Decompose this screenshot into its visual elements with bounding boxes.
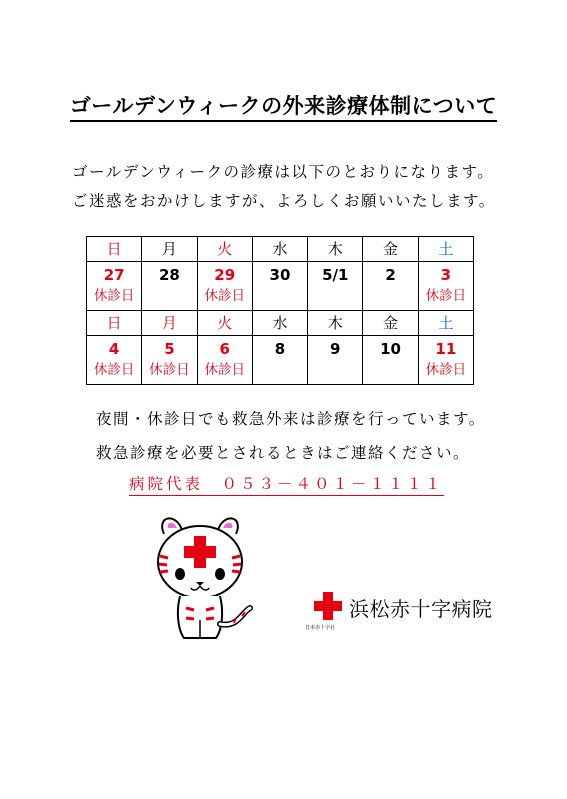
date-cell	[142, 262, 197, 311]
date-number: 8	[274, 340, 286, 358]
date-cell	[252, 262, 307, 311]
closed-day-label: 休診日	[93, 362, 135, 378]
date-number: 2	[385, 266, 396, 284]
weekday-cell: 土	[418, 311, 473, 336]
intro-line-1: ゴールデンウィークの診療は以下のとおりになります。	[72, 163, 495, 181]
phone-number: 病院代表 ０５３－４０１－１１１１	[129, 472, 444, 496]
date-cell	[363, 262, 418, 311]
weekday-cell: 金	[363, 311, 418, 336]
closed-day-label: 休診日	[425, 288, 467, 304]
date-cell	[308, 262, 363, 311]
date-cell	[418, 336, 473, 385]
date-cell	[418, 262, 473, 311]
tiger-mascot-icon	[146, 512, 254, 644]
date-number: 28	[158, 266, 180, 284]
red-cross-icon	[314, 592, 342, 620]
weekday-cell: 日	[87, 311, 142, 336]
date-row	[87, 262, 474, 311]
date-number: 4	[108, 340, 120, 358]
date-cell	[142, 336, 197, 385]
weekday-cell: 火	[197, 237, 252, 262]
notice-line-1: 夜間・休診日でも救急外来は診療を行っています。	[96, 410, 486, 428]
closed-day-label: 休診日	[204, 288, 245, 304]
date-number: 29	[214, 266, 236, 284]
date-number: 30	[269, 266, 291, 284]
weekday-cell: 月	[142, 311, 197, 336]
weekday-cell: 土	[418, 237, 473, 262]
weekday-cell: 金	[363, 237, 418, 262]
holiday-calendar	[86, 236, 474, 385]
date-number: 27	[103, 266, 125, 284]
date-number: 10	[380, 340, 401, 358]
closed-day-label: 休診日	[204, 362, 245, 378]
date-row	[87, 336, 474, 385]
date-cell	[197, 262, 252, 311]
closed-day-label: 休診日	[149, 362, 190, 378]
date-cell	[87, 262, 142, 311]
date-cell	[197, 336, 252, 385]
weekday-cell: 月	[142, 237, 197, 262]
date-number: 5	[164, 340, 175, 358]
page-title: ゴールデンウィークの外来診療体制について	[0, 90, 567, 120]
date-cell	[363, 336, 418, 385]
weekday-cell: 火	[197, 311, 252, 336]
weekday-cell: 木	[308, 311, 363, 336]
weekday-header-row	[87, 311, 474, 336]
weekday-cell: 木	[308, 237, 363, 262]
hospital-name: 浜松赤十字病院	[349, 597, 493, 621]
date-cell	[252, 336, 307, 385]
date-cell	[87, 336, 142, 385]
intro-line-2: ご迷惑をおかけしますが、よろしくお願いいたします。	[72, 192, 496, 210]
closed-day-label: 休診日	[425, 362, 467, 378]
date-number: 9	[330, 340, 341, 358]
notice-line-2: 救急診療を必要とされるときはご連絡ください。	[96, 444, 471, 462]
date-number: 11	[435, 340, 457, 358]
date-number: 3	[440, 266, 452, 284]
date-cell	[308, 336, 363, 385]
weekday-cell: 水	[252, 311, 307, 336]
weekday-cell: 水	[252, 237, 307, 262]
closed-day-label: 休診日	[93, 288, 135, 304]
date-number: 6	[219, 340, 230, 358]
weekday-header-row	[87, 237, 474, 262]
date-number: 5/1	[322, 266, 349, 284]
weekday-cell: 日	[87, 237, 142, 262]
logo-org-name: 日本赤十字社	[305, 625, 336, 631]
